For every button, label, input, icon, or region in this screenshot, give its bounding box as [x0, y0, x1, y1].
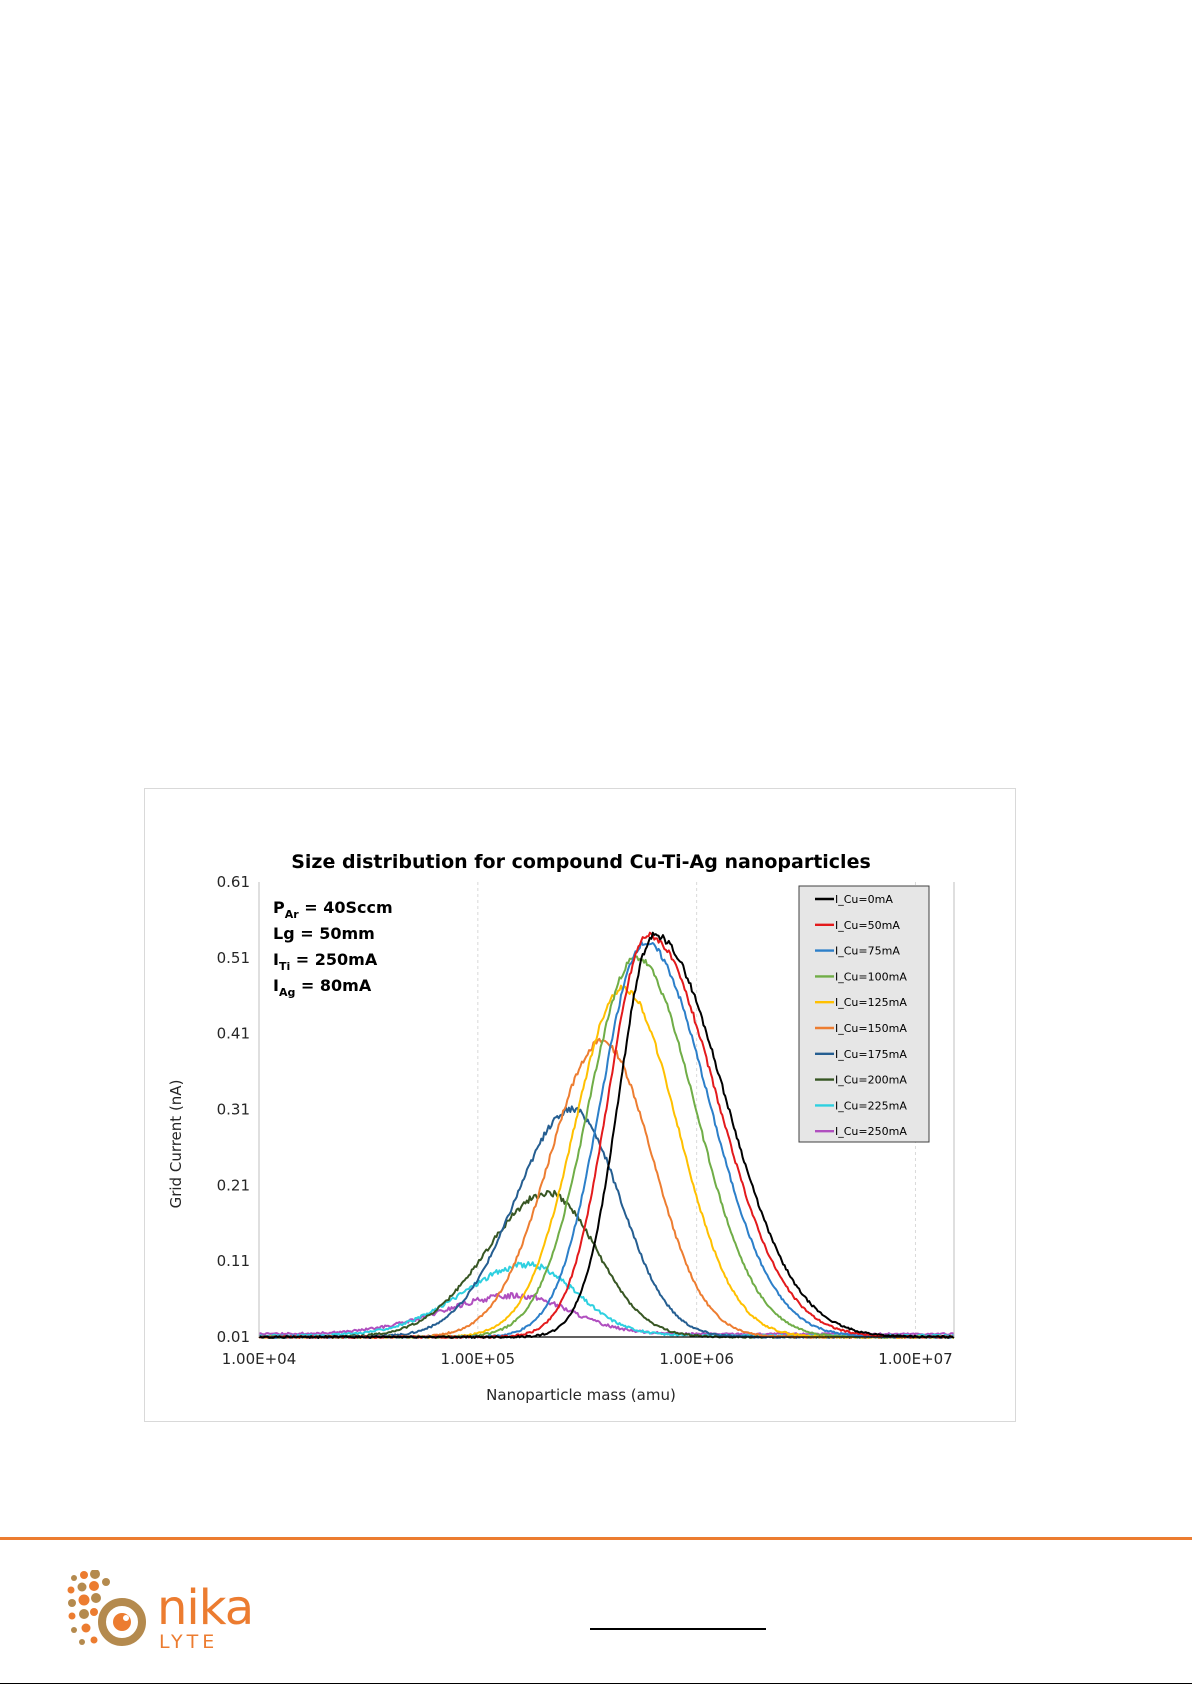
logo-dot [71, 1575, 77, 1581]
logo-subwordmark: LYTE [159, 1631, 219, 1653]
page-bottom-rule [0, 1683, 1192, 1684]
legend-label: I_Cu=250mA [835, 1125, 907, 1139]
logo-dot [78, 1583, 87, 1592]
x-tick-label: 1.00E+06 [659, 1350, 734, 1368]
y-tick-label: 0.41 [216, 1024, 250, 1043]
y-tick-label: 0.11 [216, 1252, 250, 1271]
logo-dot [79, 1609, 89, 1619]
logo-dot [68, 1599, 76, 1607]
chart-container [144, 788, 1016, 1422]
annotation-line: $I_{Ag} = 80mA$ [273, 976, 372, 999]
annotation-line: $P_{Ar}$ = 40Sccm [273, 898, 393, 921]
y-axis-label: Grid Current (nA) [167, 1079, 185, 1209]
legend-label: I_Cu=0mA [835, 893, 893, 906]
company-logo [66, 1570, 266, 1660]
logo-dot [91, 1593, 101, 1603]
legend-label: I_Cu=100mA [835, 970, 907, 984]
footer-divider [0, 1537, 1192, 1540]
x-tick-label: 1.00E+07 [878, 1350, 953, 1368]
y-tick-label: 0.01 [216, 1328, 250, 1346]
logo-dot [79, 1639, 85, 1645]
y-tick-label: 0.21 [216, 1176, 250, 1195]
logo-dot [79, 1595, 90, 1606]
annotation-line: $I_{Ti} = 250mA$ [273, 950, 378, 973]
chart-title: Size distribution for compound Cu-Ti-Ag nanoparticles [291, 851, 871, 873]
logo-dot [80, 1571, 88, 1579]
x-tick-label: 1.00E+05 [440, 1350, 516, 1368]
legend-label: I_Cu=175mA [835, 1047, 907, 1061]
logo-dot [91, 1637, 98, 1644]
chart-svg [145, 789, 1017, 1423]
logo-dot [82, 1624, 91, 1633]
legend-label: I_Cu=225mA [835, 1099, 907, 1113]
footer-underline [590, 1628, 766, 1630]
logo-dot [69, 1613, 76, 1620]
legend-label: I_Cu=50mA [835, 918, 900, 932]
logo-dot [90, 1570, 100, 1579]
logo-dot [68, 1587, 75, 1594]
legend-label: I_Cu=125mA [835, 996, 907, 1010]
annotation-line: Lg = 50mm [273, 924, 375, 943]
x-axis-label: Nanoparticle mass (amu) [486, 1386, 676, 1404]
logo-dot [89, 1581, 99, 1591]
logo-dot [90, 1608, 98, 1616]
logo-wordmark: nika [157, 1580, 254, 1636]
x-tick-label: 1.00E+04 [221, 1350, 297, 1368]
y-tick-label: 0.51 [216, 948, 250, 967]
y-tick-label: 0.61 [216, 873, 250, 891]
logo-dot [102, 1578, 110, 1586]
legend-label: I_Cu=75mA [835, 944, 900, 958]
logo-dot [71, 1627, 77, 1633]
legend-label: I_Cu=200mA [835, 1073, 907, 1087]
legend-label: I_Cu=150mA [835, 1022, 907, 1035]
logo-mark-icon [66, 1570, 158, 1660]
y-tick-label: 0.31 [216, 1100, 250, 1119]
